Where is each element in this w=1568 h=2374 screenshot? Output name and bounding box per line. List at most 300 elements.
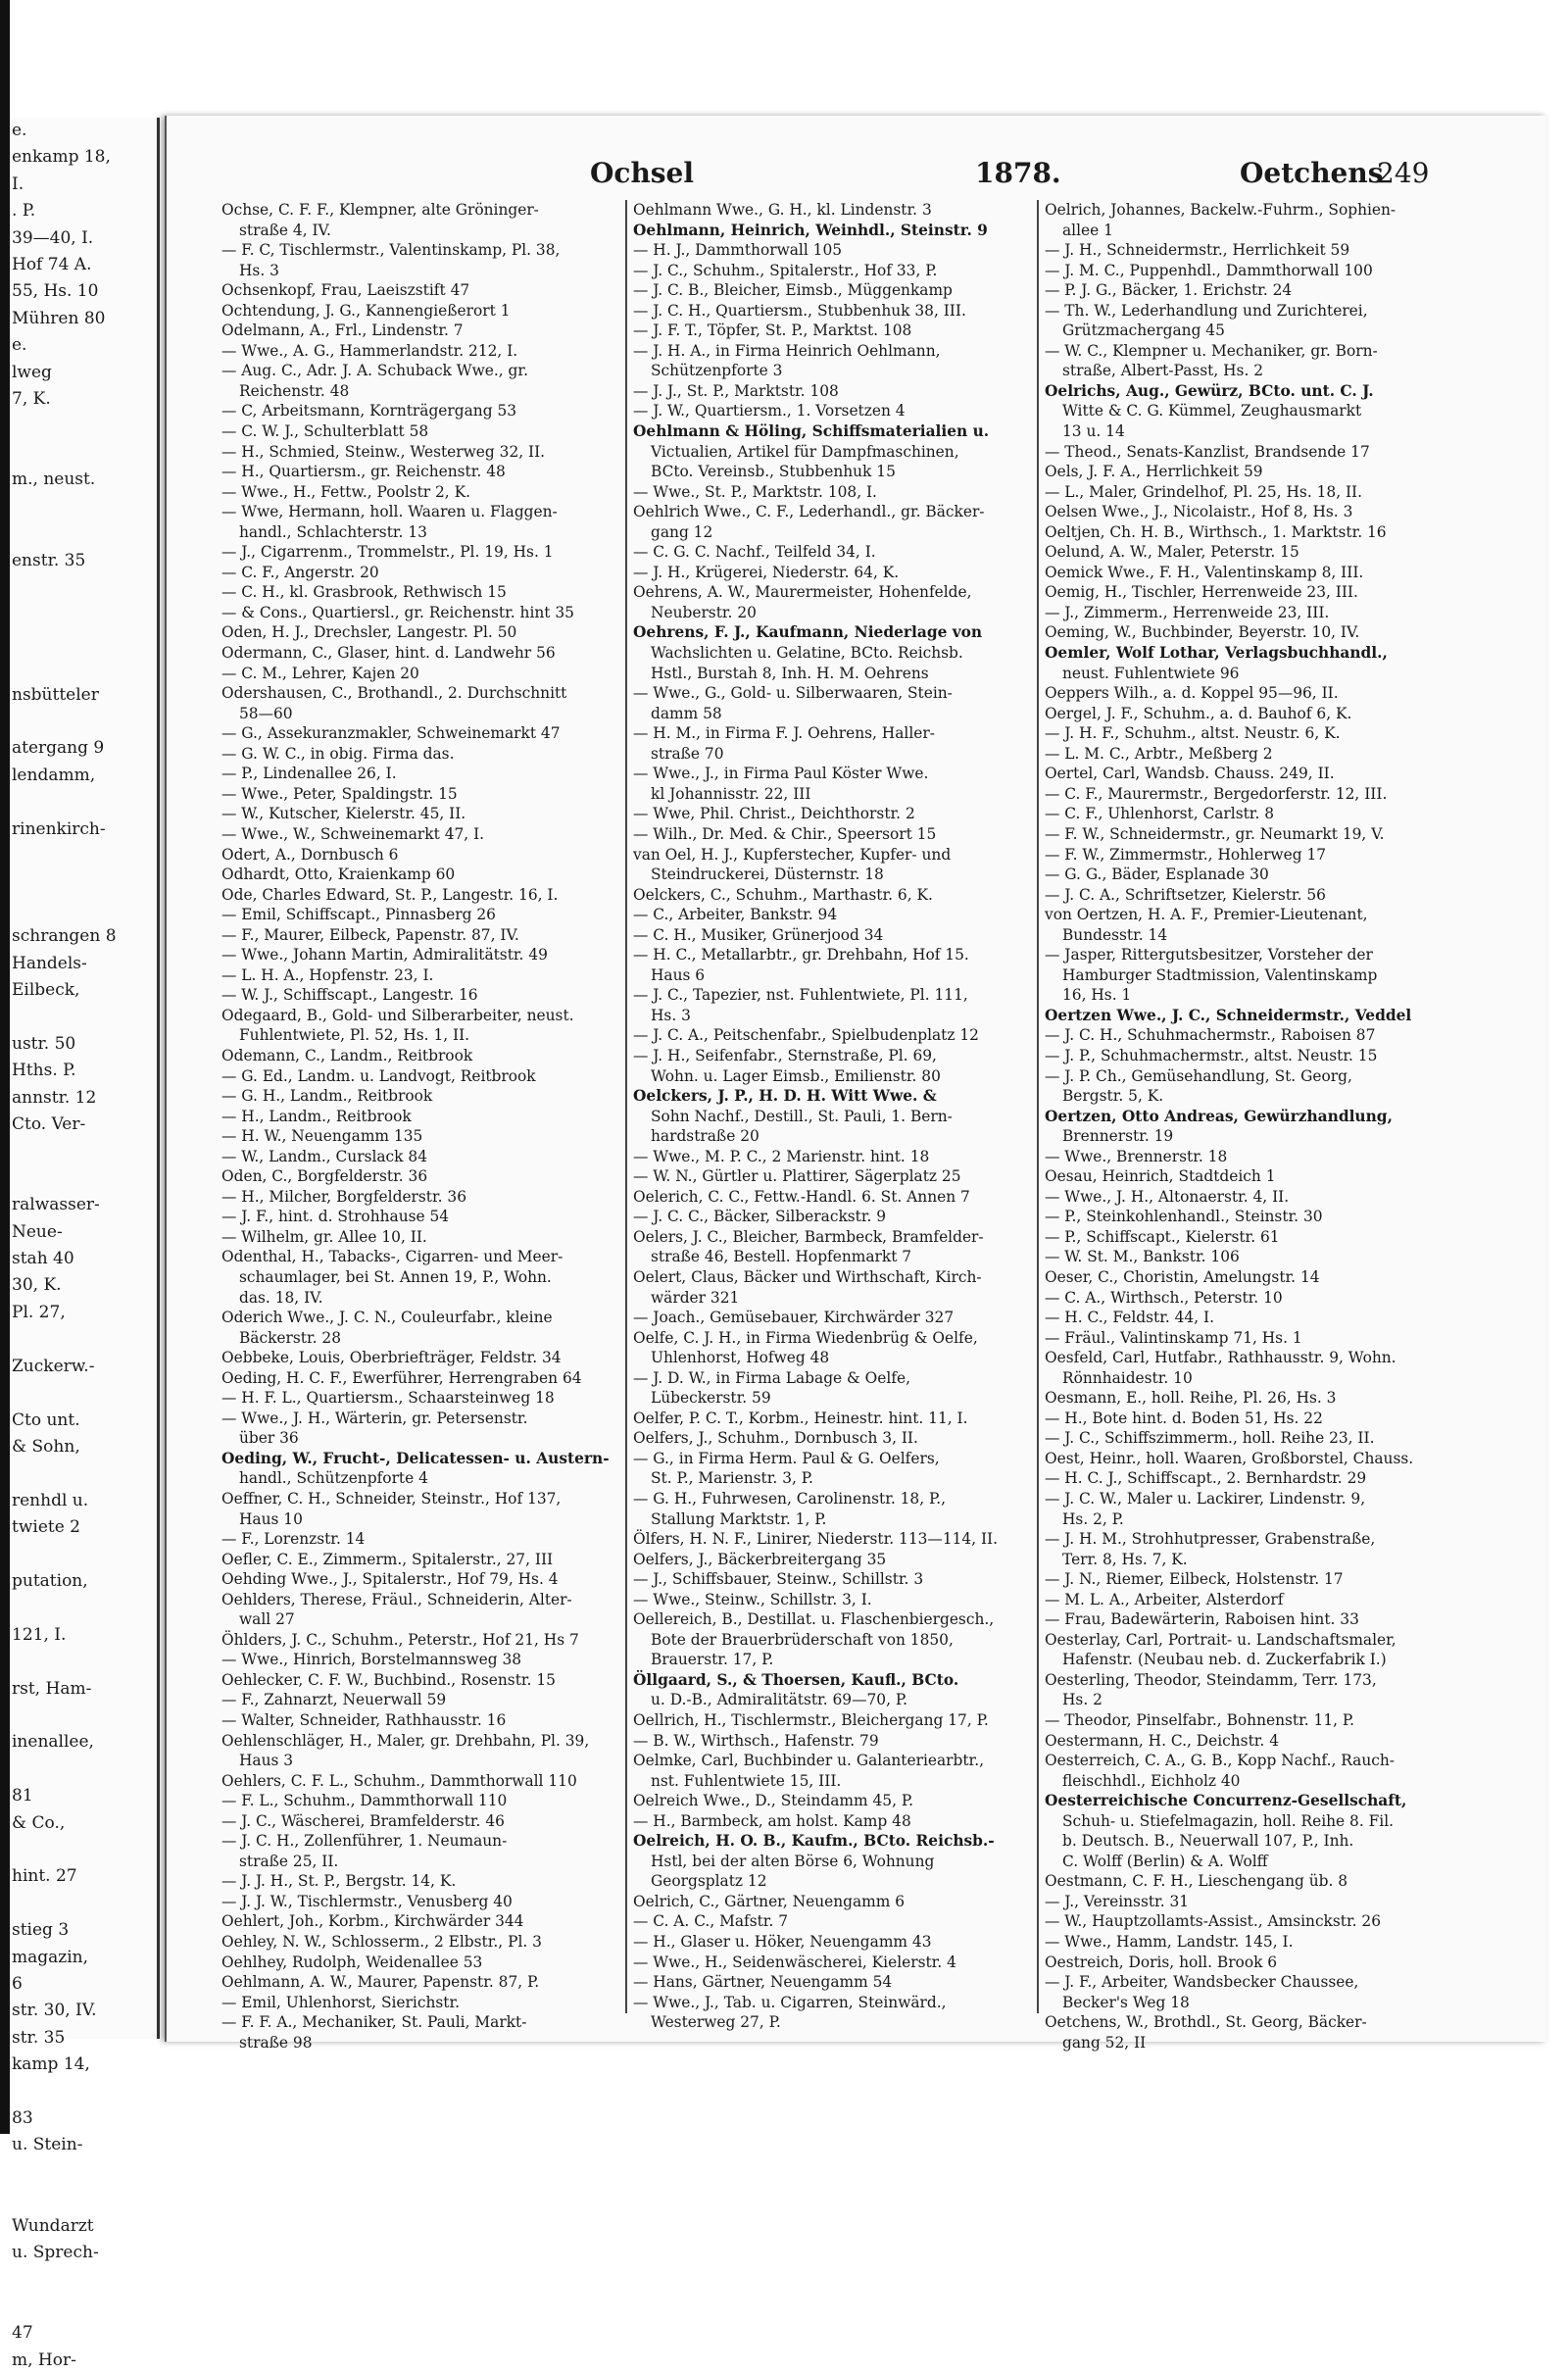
- directory-entry-line: 13 u. 14: [1062, 422, 1125, 441]
- previous-page-line: Hths. P.: [12, 1061, 76, 1081]
- directory-entry-line: Oderich Wwe., J. C. N., Couleurfabr., kleine: [221, 1309, 553, 1327]
- directory-entry-line: Oesterlay, Carl, Portrait- u. Landschaftsmaler,: [1045, 1630, 1396, 1649]
- directory-entry-line: — Wwe., J., Tab. u. Cigarren, Steinwärd.,: [633, 1993, 947, 2011]
- directory-entry-line: 16, Hs. 1: [1062, 986, 1132, 1005]
- directory-entry-line: fleischhdl., Eichholz 40: [1062, 1771, 1241, 1790]
- previous-page-line: [10, 413, 157, 439]
- directory-entry-line: — G., in Firma Herm. Paul & G. Oelfers,: [633, 1449, 940, 1467]
- directory-entry-line: straße, Albert-Passt, Hs. 2: [1062, 362, 1264, 380]
- directory-entry-line: Oesmann, E., holl. Reihe, Pl. 26, Hs. 3: [1045, 1389, 1337, 1408]
- directory-entry-line: Grützmachergang 45: [1062, 321, 1225, 340]
- directory-entry-line: schaumlager, bei St. Annen 19, P., Wohn.: [239, 1267, 552, 1286]
- directory-entry-line: Oetchens, W., Brothdl., St. Georg, Bäcker-: [1045, 2013, 1367, 2032]
- directory-entry-line: — G. W. C., in obig. Firma das.: [221, 744, 455, 763]
- directory-entry-line: Odegaard, B., Gold- und Silberarbeiter, neust.: [221, 1006, 574, 1024]
- previous-page-line: [10, 843, 157, 869]
- directory-entry-line: — Wwe., J. H., Wärterin, gr. Petersenstr.: [221, 1409, 528, 1427]
- directory-entry-line: Lübeckerstr. 59: [651, 1389, 771, 1408]
- directory-entry-line: Stallung Marktstr. 1, P.: [651, 1509, 827, 1528]
- directory-entry-line: — J. P., Schuhmachermstr., altst. Neustr. 15: [1045, 1046, 1378, 1064]
- directory-entry-line: — J. D. W., in Firma Labage & Oelfe,: [633, 1368, 910, 1387]
- directory-entry-line: Oehlert, Joh., Korbm., Kirchwärder 344: [221, 1912, 524, 1931]
- column-2: [633, 200, 1035, 2032]
- directory-entry-line: — W., Hauptzollamts-Assist., Amsinckstr. 26: [1045, 1912, 1382, 1931]
- directory-entry-line: Westerweg 27, P.: [651, 2013, 781, 2032]
- previous-page-line: e.: [12, 121, 27, 140]
- directory-entry-line: Oelert, Claus, Bäcker und Wirthschaft, Kirch-: [633, 1267, 982, 1286]
- previous-page-line: schrangen 8: [12, 926, 117, 947]
- directory-entry-line: — Wwe., G., Gold- u. Silberwaaren, Stein-: [633, 684, 953, 703]
- directory-entry-line: — J. J. H., St. P., Bergstr. 14, K.: [221, 1872, 457, 1891]
- directory-entry-line: — J. J. W., Tischlermstr., Venusberg 40: [221, 1892, 513, 1910]
- previous-page-line: & Co.,: [12, 1812, 66, 1833]
- previous-page-line: [10, 440, 157, 467]
- directory-entry-line: Rönnhaidestr. 10: [1062, 1368, 1193, 1387]
- directory-entry-line: — Wwe., St. P., Marktstr. 108, I.: [633, 482, 877, 501]
- directory-entry-line: Oesterling, Theodor, Steindamm, Terr. 173,: [1045, 1670, 1377, 1689]
- directory-entry-line: neust. Fuhlentwiete 96: [1062, 664, 1240, 682]
- directory-entry-line: Oeming, W., Buchbinder, Beyerstr. 10, IV.: [1045, 623, 1360, 642]
- directory-entry-line: — J. C., Tapezier, nst. Fuhlentwiete, Pl. 111,: [633, 986, 968, 1005]
- directory-entry-line: — C. W. J., Schulterblatt 58: [221, 422, 429, 441]
- directory-entry-line: — J. P. Ch., Gemüsehandlung, St. Georg,: [1045, 1066, 1352, 1085]
- directory-entry-line: — P., Lindenallee 26, I.: [221, 765, 397, 783]
- directory-entry-line: Odenthal, H., Tabacks-, Cigarren- und Meer-: [221, 1248, 564, 1266]
- previous-page-line: [10, 655, 157, 681]
- directory-entry-line: — J. F., Arbeiter, Wandsbecker Chaussee,: [1045, 1973, 1359, 1992]
- directory-entry-line: — F., Zahnarzt, Neuerwall 59: [221, 1691, 447, 1709]
- directory-entry-line: — H., Glaser u. Höker, Neuengamm 43: [633, 1933, 932, 1952]
- directory-entry-line: Oelckers, C., Schuhm., Marthastr. 6, K.: [633, 885, 933, 904]
- directory-entry-line: — F. W., Schneidermstr., gr. Neumarkt 19, V.: [1045, 824, 1385, 843]
- previous-page-line: rinenkirch-: [12, 818, 106, 839]
- directory-entry-line: das. 18, IV.: [239, 1288, 323, 1307]
- scan-edge-left: [0, 0, 10, 2134]
- directory-entry-line: Hs. 2, P.: [1062, 1509, 1124, 1528]
- previous-page-line: [10, 1649, 157, 1675]
- directory-entry-line: Ode, Charles Edward, St. P., Langestr. 16, I.: [221, 885, 559, 904]
- previous-page-line: u. Sprech-: [12, 2243, 99, 2263]
- directory-entry-line: wärder 321: [651, 1288, 740, 1307]
- directory-entry-line: — J. C. B., Bleicher, Eimsb., Müggenkamp: [633, 281, 953, 300]
- directory-entry-line: Bäckerstr. 28: [239, 1328, 342, 1347]
- directory-entry-line: allee 1: [1062, 221, 1113, 239]
- directory-entry-line: Oelrichs, Aug., Gewürz, BCto. unt. C. J.: [1045, 381, 1374, 400]
- previous-page-line: Hof 74 A.: [12, 255, 92, 275]
- directory-entry-line: — P., Schiffscapt., Kielerstr. 61: [1045, 1227, 1280, 1246]
- previous-page-line: [10, 1542, 157, 1568]
- directory-entry-line: — C., Arbeiter, Bankstr. 94: [633, 906, 838, 924]
- previous-page-line: 55, Hs. 10: [12, 281, 99, 302]
- directory-entry-line: Odhardt, Otto, Kraienkamp 60: [221, 866, 456, 884]
- directory-entry-line: Oehlmann & Höling, Schiffsmaterialien u.: [633, 422, 990, 441]
- directory-entry-line: — C. F., Uhlenhorst, Carlstr. 8: [1045, 805, 1275, 823]
- previous-page-line: [10, 789, 157, 816]
- directory-entry-line: — F. C, Tischlermstr., Valentinskamp, Pl. 38,: [221, 241, 561, 260]
- directory-entry-line: — H. J., Dammthorwall 105: [633, 241, 843, 260]
- directory-entry-line: Ölfers, H. N. F., Linirer, Niederstr. 113—114, II.: [633, 1530, 999, 1549]
- directory-entry-line: Oelreich Wwe., D., Steindamm 45, P.: [633, 1792, 913, 1810]
- directory-entry-line: — J., Vereinsstr. 31: [1045, 1892, 1190, 1910]
- directory-entry-line: — Wwe., J. H., Altonaerstr. 4, II.: [1045, 1187, 1290, 1206]
- directory-entry-line: Oefler, C. E., Zimmerm., Spitalerstr., 27, III: [221, 1550, 554, 1568]
- directory-entry-line: Hstl, bei der alten Börse 6, Wohnung: [651, 1852, 935, 1870]
- directory-entry-line: — W. St. M., Bankstr. 106: [1045, 1248, 1240, 1266]
- directory-entry-line: — W. J., Schiffscapt., Langestr. 16: [221, 986, 478, 1005]
- previous-page-line: [10, 709, 157, 735]
- directory-entry-line: straße 25, II.: [239, 1852, 339, 1870]
- directory-entry-line: St. P., Marienstr. 3, P.: [651, 1469, 813, 1488]
- previous-page-line: putation,: [12, 1570, 88, 1591]
- previous-page-line: rst, Ham-: [12, 1678, 92, 1699]
- directory-entry-line: Odemann, C., Landm., Reitbrook: [221, 1046, 473, 1064]
- directory-entry-line: — P. J. G., Bäcker, 1. Erichstr. 24: [1045, 281, 1293, 300]
- directory-entry-line: — Th. W., Lederhandlung und Zurichterei,: [1045, 301, 1368, 320]
- directory-entry-line: Oehlmann, A. W., Maurer, Papenstr. 87, P.: [221, 1973, 540, 1992]
- column-3: [1045, 200, 1446, 2052]
- previous-page-line: Zuckerw.-: [12, 1356, 95, 1376]
- directory-entry-line: Oertzen Wwe., J. C., Schneidermstr., Veddel: [1045, 1006, 1412, 1024]
- directory-entry-line: Sohn Nachf., Destill., St. Pauli, 1. Bern-: [651, 1107, 953, 1125]
- directory-entry-line: BCto. Vereinsb., Stubbenhuk 15: [651, 463, 896, 481]
- directory-entry-line: — W. N., Gürtler u. Plattirer, Sägerplatz 25: [633, 1167, 961, 1186]
- directory-entry-line: — Hans, Gärtner, Neuengamm 54: [633, 1973, 893, 1992]
- directory-entry-line: — J. C. W., Maler u. Lackirer, Lindenstr. 9,: [1045, 1490, 1366, 1508]
- directory-entry-line: Odershausen, C., Brothandl., 2. Durchschnitt: [221, 684, 567, 703]
- directory-entry-line: Haus 6: [651, 965, 706, 984]
- directory-entry-line: — J. C., Wäscherei, Bramfelderstr. 46: [221, 1811, 505, 1830]
- directory-entry-line: Oelfe, C. J. H., in Firma Wiedenbrüg & Oelfe,: [633, 1328, 978, 1347]
- directory-entry-line: Oeffner, C. H., Schneider, Steinstr., Hof 137,: [221, 1490, 562, 1508]
- directory-entry-line: — J. H., Krügerei, Niederstr. 64, K.: [633, 563, 900, 581]
- directory-entry-line: Oelfer, P. C. T., Korbm., Heinestr. hint. 11, I.: [633, 1409, 968, 1427]
- previous-page-line: Pl. 27,: [12, 1302, 66, 1322]
- directory-entry-line: — Wilh., Dr. Med. & Chir., Speersort 15: [633, 824, 937, 843]
- directory-entry-line: Oestreich, Doris, holl. Brook 6: [1045, 1953, 1278, 1971]
- directory-entry-line: — H., Landm., Reitbrook: [221, 1107, 412, 1125]
- previous-page-line: renhdl u.: [12, 1490, 89, 1510]
- directory-entry-line: Oelmke, Carl, Buchbinder u. Galanteriearbtr.,: [633, 1752, 985, 1770]
- previous-page-line: Cto unt.: [12, 1410, 80, 1430]
- directory-entry-line: — M. L. A., Arbeiter, Alsterdorf: [1045, 1590, 1284, 1608]
- directory-entry-line: — J. C. A., Schriftsetzer, Kielerstr. 56: [1045, 885, 1326, 904]
- directory-entry-line: Oelrich, Johannes, Backelw.-Fuhrm., Sophien-: [1045, 201, 1396, 219]
- previous-page-line: 7, K.: [12, 389, 51, 410]
- previous-page-line: [10, 628, 157, 655]
- directory-entry-line: — Wwe, Hermann, holl. Waaren u. Flaggen-: [221, 503, 558, 521]
- directory-entry-line: Oehding Wwe., J., Spitalerstr., Hof 79, Hs. 4: [221, 1570, 559, 1589]
- directory-entry-line: Oehlers, C. F. L., Schuhm., Dammthorwall 110: [221, 1771, 577, 1790]
- directory-entry-line: — Wwe., H., Fettw., Poolstr 2, K.: [221, 482, 470, 501]
- directory-entry-line: hardstraße 20: [651, 1127, 760, 1146]
- previous-page-line: Cto. Ver-: [12, 1114, 86, 1135]
- directory-entry-line: Witte & C. G. Kümmel, Zeughausmarkt: [1062, 402, 1362, 420]
- directory-entry-line: Wachslichten u. Gelatine, BCto. Reichsb.: [651, 644, 963, 663]
- directory-entry-line: Victualien, Artikel für Dampfmaschinen,: [651, 442, 959, 461]
- page-number: 249: [1377, 157, 1430, 189]
- directory-entry-line: Hs. 3: [651, 1006, 691, 1024]
- directory-entry-line: — G. Ed., Landm. u. Landvogt, Reitbrook: [221, 1066, 536, 1085]
- previous-page-line: [10, 1165, 157, 1192]
- previous-page-line: Neue-: [12, 1221, 63, 1242]
- header-year: 1878.: [975, 157, 1061, 189]
- directory-entry-line: — C. F., Maurermstr., Bergedorferstr. 12, III.: [1045, 784, 1388, 803]
- directory-entry-line: Oesau, Heinrich, Stadtdeich 1: [1045, 1167, 1276, 1186]
- directory-entry-line: — C. F., Angerstr. 20: [221, 563, 379, 581]
- directory-entry-line: gang 52, II: [1062, 2033, 1147, 2052]
- directory-entry-line: — W. C., Klempner u. Mechaniker, gr. Born-: [1045, 341, 1378, 360]
- previous-page-line: [10, 897, 157, 923]
- directory-entry-line: — J., Zimmerm., Herrenweide 23, III.: [1045, 603, 1330, 621]
- directory-entry-line: Oehlhey, Rudolph, Weidenallee 53: [221, 1953, 483, 1971]
- directory-entry-line: — Frau, Badewärterin, Raboisen hint. 33: [1045, 1610, 1359, 1629]
- directory-entry-line: — Wwe., Brennerstr. 18: [1045, 1147, 1228, 1165]
- directory-entry-line: — W., Kutscher, Kielerstr. 45, II.: [221, 805, 466, 823]
- directory-entry-line: — H., Barmbeck, am holst. Kamp 48: [633, 1811, 911, 1830]
- directory-entry-line: — H., Quartiersm., gr. Reichenstr. 48: [221, 463, 506, 481]
- directory-entry-line: — Wwe., M. P. C., 2 Marienstr. hint. 18: [633, 1147, 930, 1165]
- directory-entry-line: — C, Arbeitsmann, Kornträgergang 53: [221, 402, 517, 420]
- directory-entry-line: Oelrich, C., Gärtner, Neuengamm 6: [633, 1892, 906, 1910]
- directory-entry-line: — J. C. H., Schuhmachermstr., Raboisen 87: [1045, 1026, 1376, 1045]
- previous-page-line: ralwasser-: [12, 1195, 100, 1215]
- directory-entry-line: Ochse, C. F. F., Klempner, alte Gröninger-: [221, 201, 539, 219]
- previous-page-line: 30, K.: [12, 1275, 62, 1296]
- directory-entry-line: Oergel, J. F., Schuhm., a. d. Bauhof 6, K.: [1045, 704, 1352, 722]
- previous-page-line: [10, 1380, 157, 1407]
- directory-entry-line: — J. C. H., Zollenführer, 1. Neumaun-: [221, 1832, 508, 1851]
- directory-entry-line: — W., Landm., Curslack 84: [221, 1147, 427, 1165]
- directory-entry-line: über 36: [239, 1429, 299, 1448]
- directory-entry-line: Wohn. u. Lager Eimsb., Emilienstr. 80: [651, 1066, 941, 1085]
- directory-entry-line: kl Johannisstr. 22, III: [651, 784, 811, 803]
- previous-page-line: [10, 1460, 157, 1487]
- previous-page-line: str. 35: [12, 2027, 66, 2048]
- directory-entry-line: Odert, A., Dornbusch 6: [221, 845, 399, 864]
- previous-page-line: stieg 3: [12, 1920, 70, 1941]
- previous-page-line: [10, 1891, 157, 1917]
- directory-entry-line: — J., Schiffsbauer, Steinw., Schillstr. 3: [633, 1570, 924, 1589]
- previous-page-line: annstr. 12: [12, 1087, 97, 1108]
- directory-entry-line: — H., Milcher, Borgfelderstr. 36: [221, 1187, 467, 1206]
- directory-entry-line: Oelfers, J., Schuhm., Dornbusch 3, II.: [633, 1429, 918, 1448]
- previous-page-line: Handels-: [12, 953, 87, 973]
- directory-entry-line: — J. N., Riemer, Eilbeck, Holstenstr. 17: [1045, 1570, 1344, 1589]
- directory-entry-line: — Emil, Schiffscapt., Pinnasberg 26: [221, 906, 496, 924]
- directory-entry-line: — H. F. L., Quartiersm., Schaarsteinweg 18: [221, 1389, 555, 1408]
- directory-entry-line: Oehlecker, C. F. W., Buchbind., Rosenstr. 15: [221, 1670, 556, 1689]
- directory-entry-line: Georgsplatz 12: [651, 1872, 767, 1891]
- directory-entry-line: handl., Schützenpforte 4: [239, 1469, 428, 1488]
- directory-entry-line: — G. H., Fuhrwesen, Carolinenstr. 18, P.,: [633, 1490, 947, 1508]
- directory-entry-line: — Fräul., Valintinskamp 71, Hs. 1: [1045, 1328, 1302, 1347]
- directory-entry-line: — H. M., in Firma F. J. Oehrens, Haller-: [633, 724, 935, 743]
- directory-entry-line: Terr. 8, Hs. 7, K.: [1062, 1550, 1188, 1568]
- directory-entry-line: — H., Schmied, Steinw., Westerweg 32, II.: [221, 442, 546, 461]
- directory-entry-line: Oels, J. F. A., Herrlichkeit 59: [1045, 463, 1263, 481]
- previous-page-line: [10, 1138, 157, 1164]
- directory-entry-line: — C. A. C., Mafstr. 7: [633, 1912, 789, 1931]
- directory-entry-line: Neuberstr. 20: [651, 603, 757, 621]
- directory-entry-line: straße 70: [651, 744, 724, 763]
- previous-page-line: stah 40: [12, 1249, 74, 1269]
- previous-page-line: [10, 2294, 157, 2320]
- directory-entry-line: — C. H., kl. Grasbrook, Rethwisch 15: [221, 583, 507, 602]
- directory-entry-line: Oehley, N. W., Schlosserm., 2 Elbstr., Pl. 3: [221, 1933, 542, 1952]
- previous-page-line: lweg: [12, 362, 52, 382]
- previous-page-line: lendamm,: [12, 765, 96, 785]
- directory-entry-line: straße 4, IV.: [239, 221, 331, 239]
- previous-page-line: [10, 520, 157, 547]
- previous-page-line: [10, 1326, 157, 1353]
- column-rule-2: [1037, 200, 1039, 2013]
- directory-entry-line: — C. G. C. Nachf., Teilfeld 34, I.: [633, 543, 876, 562]
- previous-page-line: [10, 1595, 157, 1621]
- directory-entry-line: Oelfers, J., Bäckerbreitergang 35: [633, 1550, 887, 1568]
- header-right-keyword: Oetchens: [1240, 157, 1384, 189]
- directory-entry-line: Schuh- u. Stiefelmagazin, holl. Reihe 8. Fil.: [1062, 1811, 1395, 1830]
- directory-entry-line: — H. C. J., Schiffscapt., 2. Bernhardstr. 29: [1045, 1469, 1367, 1488]
- directory-entry-line: — J. C. C., Bäcker, Silberackstr. 9: [633, 1208, 887, 1226]
- directory-entry-line: gang 12: [651, 522, 713, 541]
- previous-page-line: [10, 869, 157, 896]
- previous-page-line: str. 30, IV.: [12, 2001, 97, 2021]
- previous-page-line: m, Hor-: [12, 2349, 76, 2370]
- directory-entry-line: — J. H. A., in Firma Heinrich Oehlmann,: [633, 341, 941, 360]
- directory-entry-line: — J. M. C., Puppenhdl., Dammthorwall 100: [1045, 261, 1373, 279]
- directory-entry-line: Haus 10: [239, 1509, 303, 1528]
- directory-entry-line: — C. A., Wirthsch., Peterstr. 10: [1045, 1288, 1283, 1307]
- directory-entry-line: Hafenstr. (Neubau neb. d. Zuckerfabrik I.): [1062, 1651, 1387, 1669]
- directory-entry-line: Oertel, Carl, Wandsb. Chauss. 249, II.: [1045, 765, 1335, 783]
- directory-entry-line: — F., Lorenzstr. 14: [221, 1530, 366, 1549]
- previous-page-line: 6: [12, 1974, 23, 1995]
- previous-page-line: ustr. 50: [12, 1033, 76, 1054]
- directory-entry-line: Oelsen Wwe., J., Nicolaistr., Hof 8, Hs. 3: [1045, 503, 1353, 521]
- directory-entry-line: Becker's Weg 18: [1062, 1993, 1190, 2011]
- directory-entry-line: — Wwe., Peter, Spaldingstr. 15: [221, 784, 458, 803]
- directory-entry-line: — Aug. C., Adr. J. A. Schuback Wwe., gr.: [221, 362, 528, 380]
- directory-entry-line: Oehlders, Therese, Fräul., Schneiderin, Alter-: [221, 1590, 572, 1608]
- directory-entry-line: straße 46, Bestell. Hopfenmarkt 7: [651, 1248, 912, 1266]
- previous-page-line: enkamp 18,: [12, 147, 111, 168]
- previous-page-fragment: [10, 118, 160, 2370]
- directory-entry-line: Oelreich, H. O. B., Kaufm., BCto. Reichsb.-: [633, 1832, 995, 1851]
- previous-page-line: [10, 2079, 157, 2105]
- directory-entry-line: — Jasper, Rittergutsbesitzer, Vorsteher der: [1045, 946, 1373, 964]
- directory-entry-line: Oeltjen, Ch. H. B., Wirthsch., 1. Marktstr. 16: [1045, 522, 1387, 541]
- directory-entry-line: — Wwe., J., in Firma Paul Köster Wwe.: [633, 765, 929, 783]
- directory-entry-line: Oelers, J. C., Bleicher, Barmbeck, Bramfelder-: [633, 1227, 984, 1246]
- directory-entry-line: — Wwe., W., Schweinemarkt 47, I.: [221, 824, 485, 843]
- directory-entry-line: Schützenpforte 3: [651, 362, 783, 380]
- previous-page-line: Mühren 80: [12, 308, 106, 328]
- directory-entry-line: Odelmann, A., Frl., Lindenstr. 7: [221, 321, 464, 340]
- directory-entry-line: Oeser, C., Choristin, Amelungstr. 14: [1045, 1267, 1320, 1286]
- directory-entry-line: Öllgaard, S., & Thoersen, Kaufl., BCto.: [633, 1670, 959, 1689]
- directory-entry-line: — J. F. T., Töpfer, St. P., Marktst. 108: [633, 321, 912, 340]
- directory-entry-line: — J. C. H., Quartiersm., Stubbenhuk 38, III.: [633, 301, 966, 320]
- directory-entry-line: van Oel, H. J., Kupferstecher, Kupfer- und: [633, 845, 952, 864]
- directory-entry-line: — Wwe, Phil. Christ., Deichthorstr. 2: [633, 805, 915, 823]
- previous-page-line: [10, 574, 157, 601]
- column-rule-1: [625, 200, 627, 2013]
- directory-entry-line: Oeding, W., Frucht-, Delicatessen- u. Austern-: [221, 1449, 610, 1467]
- directory-entry-line: Oeding, H. C. F., Ewerführer, Herrengraben 64: [221, 1368, 582, 1387]
- page-header: [225, 157, 1541, 196]
- directory-entry-line: Fuhlentwiete, Pl. 52, Hs. 1, II.: [239, 1026, 470, 1045]
- directory-entry-line: — Wwe., Hamm, Landstr. 145, I.: [1045, 1933, 1294, 1952]
- directory-entry-line: Öhlders, J. C., Schuhm., Peterstr., Hof 21, Hs 7: [221, 1630, 579, 1649]
- header-left-keyword: Ochsel: [590, 157, 695, 189]
- directory-entry-line: Oelund, A. W., Maler, Peterstr. 15: [1045, 543, 1299, 562]
- directory-entry-line: Bergstr. 5, K.: [1062, 1087, 1164, 1106]
- previous-page-line: . P.: [12, 201, 36, 222]
- directory-entry-line: Hstl., Burstah 8, Inh. H. M. Oehrens: [651, 664, 929, 682]
- directory-entry-line: Ochsenkopf, Frau, Laeiszstift 47: [221, 281, 470, 300]
- previous-page-line: m., neust.: [12, 470, 96, 490]
- directory-entry-line: — Joach., Gemüsebauer, Kirchwärder 327: [633, 1309, 955, 1327]
- previous-page-line: e.: [12, 335, 27, 356]
- directory-entry-line: — Wilhelm, gr. Allee 10, II.: [221, 1227, 427, 1246]
- directory-entry-line: handl., Schlachterstr. 13: [239, 522, 427, 541]
- directory-entry-line: — Wwe., Johann Martin, Admiralitätstr. 49: [221, 946, 548, 964]
- previous-page-line: [10, 1004, 157, 1030]
- directory-entry-line: — Wwe., Hinrich, Borstelmannsweg 38: [221, 1651, 522, 1669]
- directory-entry-line: — F., Maurer, Eilbeck, Papenstr. 87, IV.: [221, 925, 519, 944]
- directory-entry-line: Oellrich, H., Tischlermstr., Bleichergang 17, P.: [633, 1711, 989, 1730]
- directory-entry-line: — H., Bote hint. d. Boden 51, Hs. 22: [1045, 1409, 1323, 1427]
- directory-entry-line: — Wwe., A. G., Hammerlandstr. 212, I.: [221, 341, 518, 360]
- directory-entry-line: — F. L., Schuhm., Dammthorwall 110: [221, 1792, 508, 1810]
- directory-entry-line: — C. H., Musiker, Grünerjood 34: [633, 925, 884, 944]
- directory-entry-line: — J. H. M., Strohhutpresser, Grabenstraße,: [1045, 1530, 1376, 1549]
- directory-entry-line: — C. M., Lehrer, Kajen 20: [221, 664, 419, 682]
- directory-entry-line: — G. G., Bäder, Esplanade 30: [1045, 866, 1269, 884]
- directory-entry-line: Oden, H. J., Drechsler, Langestr. Pl. 50: [221, 623, 517, 642]
- directory-entry-line: — H. C., Feldstr. 44, I.: [1045, 1309, 1214, 1327]
- directory-entry-line: — J. C., Schiffszimmerm., holl. Reihe 23, II.: [1045, 1429, 1375, 1448]
- directory-entry-line: Oden, C., Borgfelderstr. 36: [221, 1167, 428, 1186]
- directory-entry-line: Oesterreichische Concurrenz-Gesellschaft,: [1045, 1792, 1407, 1810]
- directory-entry-line: b. Deutsch. B., Neuerwall 107, P., Inh.: [1062, 1832, 1354, 1851]
- previous-page-line: twiete 2: [12, 1517, 80, 1538]
- directory-entry-line: — L. H. A., Hopfenstr. 23, I.: [221, 965, 434, 984]
- directory-entry-line: u. D.-B., Admiralitätstr. 69—70, P.: [651, 1691, 907, 1709]
- directory-entry-line: Oesfeld, Carl, Hutfabr., Rathhausstr. 9, Wohn.: [1045, 1349, 1396, 1367]
- directory-entry-line: Oelerich, C. C., Fettw.-Handl. 6. St. Annen 7: [633, 1187, 970, 1206]
- previous-page-line: kamp 14,: [12, 2054, 90, 2075]
- directory-entry-line: Oemick Wwe., F. H., Valentinskamp 8, III.: [1045, 563, 1364, 581]
- previous-page-line: 83: [12, 2108, 33, 2129]
- directory-entry-line: Oehlmann, Heinrich, Weinhdl., Steinstr. 9: [633, 221, 988, 239]
- directory-entry-line: Oellereich, B., Destillat. u. Flaschenbiergesch.,: [633, 1610, 995, 1629]
- directory-entry-line: Oestmann, C. F. H., Lieschengang üb. 8: [1045, 1872, 1348, 1891]
- previous-page-line: magazin,: [12, 1947, 89, 1967]
- directory-entry-line: Steindruckerei, Düsternstr. 18: [651, 866, 884, 884]
- directory-entry-line: Oehlrich Wwe., C. F., Lederhandl., gr. Bäcker-: [633, 503, 985, 521]
- directory-entry-line: Oehlmann Wwe., G. H., kl. Lindenstr. 3: [633, 201, 932, 219]
- directory-entry-line: Oemig, H., Tischler, Herrenweide 23, III.: [1045, 583, 1358, 602]
- directory-entry-line: — Theod., Senats-Kanzlist, Brandsende 17: [1045, 442, 1370, 461]
- previous-page-line: I.: [12, 173, 24, 194]
- directory-entry-line: Oest, Heinr., holl. Waaren, Großborstel, Chauss.: [1045, 1449, 1414, 1467]
- directory-entry-line: — J. C., Schuhm., Spitalerstr., Hof 33, P.: [633, 261, 938, 279]
- previous-page-line: inenallee,: [12, 1732, 94, 1753]
- directory-entry-line: — Wwe., Steinw., Schillstr. 3, I.: [633, 1590, 872, 1608]
- directory-entry-line: — J. H. F., Schuhm., altst. Neustr. 6, K.: [1045, 724, 1341, 743]
- directory-entry-line: — G. H., Landm., Reitbrook: [221, 1087, 433, 1106]
